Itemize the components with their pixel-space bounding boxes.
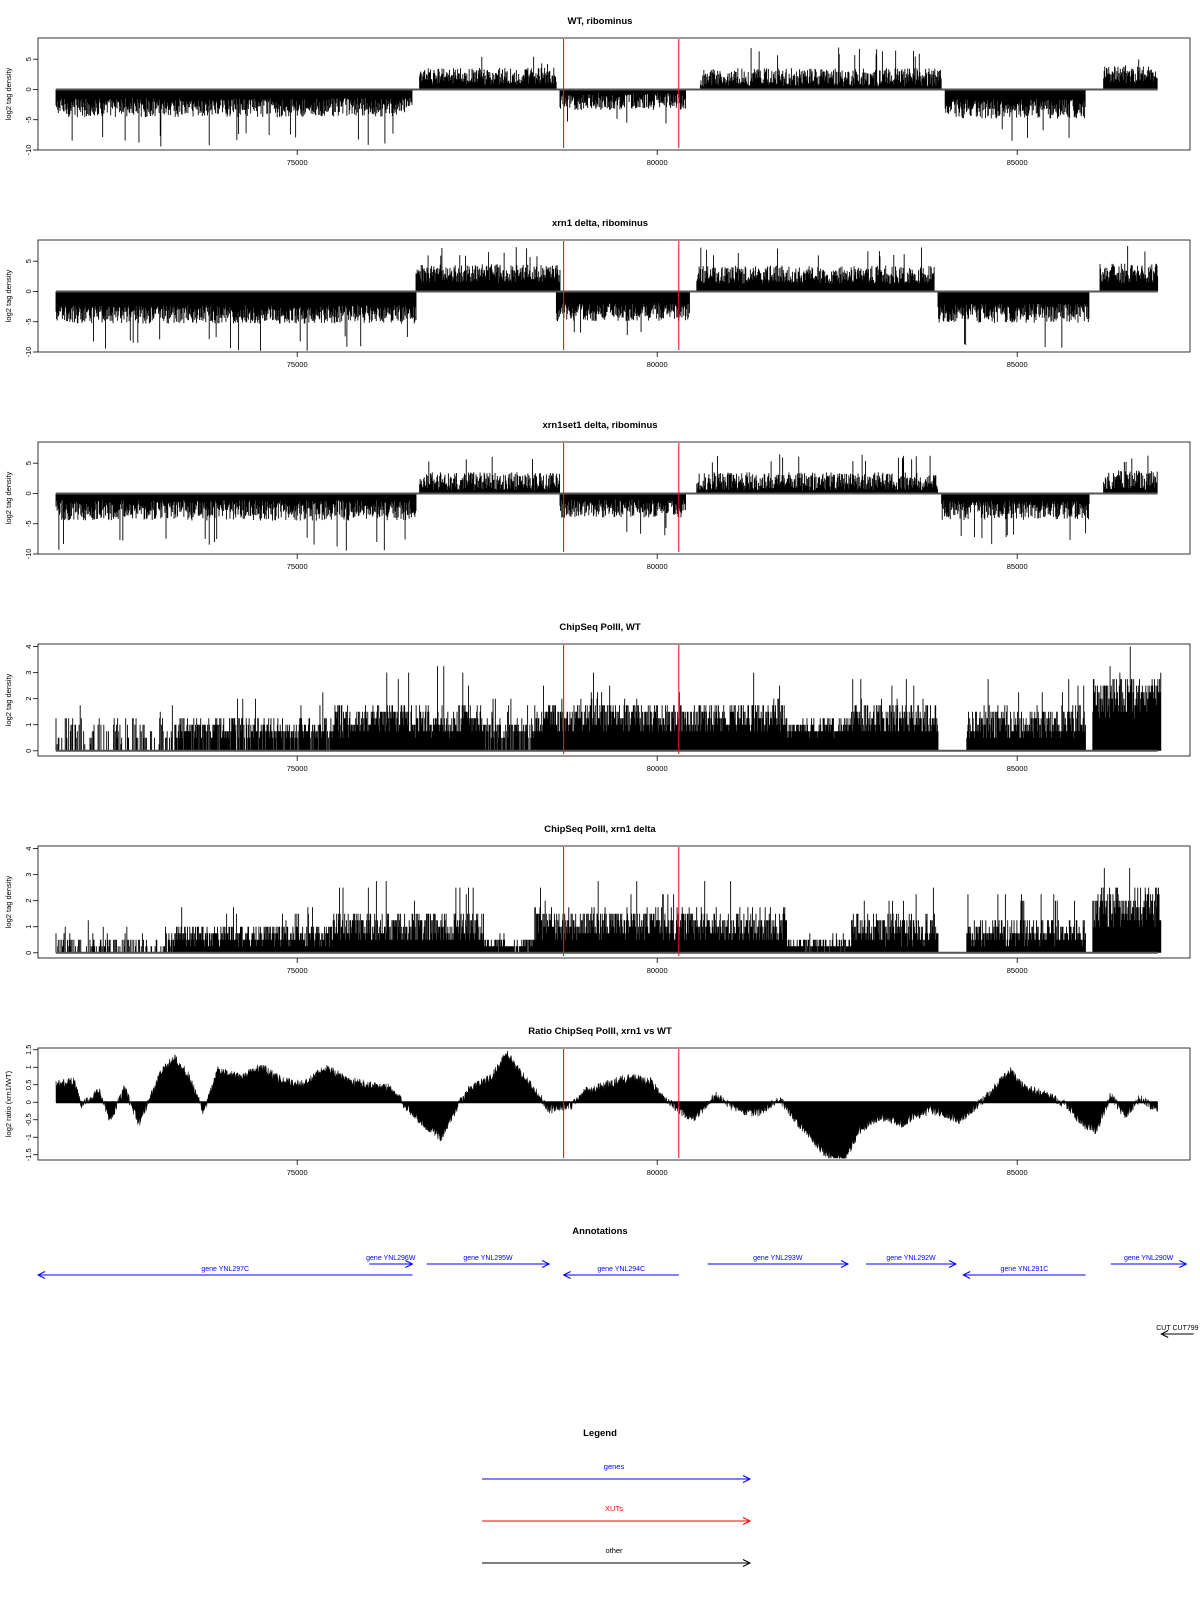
y-tick-label: 0 <box>24 87 33 92</box>
y-axis-label: log2 tag density <box>4 269 13 323</box>
y-tick-label: -5 <box>24 318 33 326</box>
y-tick-label: 0 <box>24 491 33 496</box>
gene-label: gene YNL291C <box>1000 1266 1049 1273</box>
x-tick-label: 85000 <box>1006 360 1028 369</box>
y-axis-label: log2 tag density <box>4 67 13 121</box>
legend-item-label: XUTs <box>605 1504 623 1513</box>
y-tick-label: 5 <box>24 57 33 62</box>
chart-title: ChipSeq PolII, xrn1 delta <box>544 824 656 835</box>
y-axis-label: log2 tag density <box>4 471 13 525</box>
y-tick-label: 0 <box>24 950 33 955</box>
legend-item-label: other <box>605 1546 623 1555</box>
y-tick-label: 2 <box>24 696 33 701</box>
y-tick-label: 5 <box>24 259 33 264</box>
x-tick-label: 75000 <box>286 562 308 571</box>
x-tick-label: 80000 <box>646 764 668 773</box>
x-tick-label: 80000 <box>646 562 668 571</box>
legend-item-label: genes <box>603 1462 625 1471</box>
y-tick-label: 0 <box>24 289 33 294</box>
x-tick-label: 75000 <box>286 158 308 167</box>
x-tick-label: 85000 <box>1006 562 1028 571</box>
x-tick-label: 75000 <box>286 360 308 369</box>
y-tick-label: -1 <box>24 1133 33 1141</box>
y-tick-label: 3 <box>24 670 33 675</box>
y-tick-label: -1.5 <box>24 1148 33 1162</box>
x-tick-label: 75000 <box>286 764 308 773</box>
y-tick-label: 1 <box>24 722 33 727</box>
y-tick-label: -10 <box>24 144 33 156</box>
gene-label: gene YNL295W <box>463 1255 513 1262</box>
x-tick-label: 75000 <box>286 1168 308 1177</box>
gene-label: gene YNL296W <box>366 1255 416 1262</box>
gene-label: gene YNL294C <box>597 1266 646 1273</box>
y-tick-label: 0.5 <box>24 1079 33 1090</box>
y-tick-label: 4 <box>24 846 33 851</box>
chart-title: WT, ribominus <box>567 16 633 27</box>
chart-title: xrn1 delta, ribominus <box>551 218 649 229</box>
x-tick-label: 80000 <box>646 360 668 369</box>
y-tick-label: 1.5 <box>24 1044 33 1055</box>
y-tick-label: 2 <box>24 898 33 903</box>
x-tick-label: 85000 <box>1006 966 1028 975</box>
y-tick-label: -5 <box>24 116 33 124</box>
gene-label: gene YNL293W <box>753 1255 803 1262</box>
y-tick-label: 4 <box>24 644 33 649</box>
legend-title: Legend <box>583 1428 617 1439</box>
y-tick-label: 3 <box>24 872 33 877</box>
y-tick-label: 1 <box>24 924 33 929</box>
annotations-title: Annotations <box>572 1226 628 1237</box>
y-tick-label: -5 <box>24 520 33 528</box>
y-tick-label: -10 <box>24 346 33 358</box>
gene-label: CUT CUT799 <box>1156 1325 1199 1332</box>
y-tick-label: -0.5 <box>24 1113 33 1127</box>
x-tick-label: 75000 <box>286 966 308 975</box>
y-axis-label: log2 ratio (xrn1/WT) <box>4 1070 13 1138</box>
y-tick-label: 0 <box>24 748 33 753</box>
x-tick-label: 85000 <box>1006 764 1028 773</box>
y-axis-label: log2 tag density <box>4 673 13 727</box>
gene-label: gene YNL297C <box>201 1266 250 1273</box>
gene-label: gene YNL290W <box>1123 1255 1174 1262</box>
x-tick-label: 85000 <box>1006 158 1028 167</box>
x-tick-label: 85000 <box>1006 1168 1028 1177</box>
y-tick-label: 5 <box>24 461 33 466</box>
y-axis-label: log2 tag density <box>4 875 13 929</box>
gene-label: gene YNL292W <box>886 1255 936 1262</box>
x-tick-label: 80000 <box>646 966 668 975</box>
y-tick-label: -10 <box>24 548 33 560</box>
chart-title: Ratio ChipSeq PolII, xrn1 vs WT <box>528 1026 672 1037</box>
chart-title: xrn1set1 delta, ribominus <box>542 420 658 431</box>
y-tick-label: 0 <box>24 1100 33 1105</box>
x-tick-label: 80000 <box>646 158 668 167</box>
y-tick-label: 1 <box>24 1065 33 1070</box>
x-tick-label: 80000 <box>646 1168 668 1177</box>
chart-title: ChipSeq PolII, WT <box>559 622 641 633</box>
